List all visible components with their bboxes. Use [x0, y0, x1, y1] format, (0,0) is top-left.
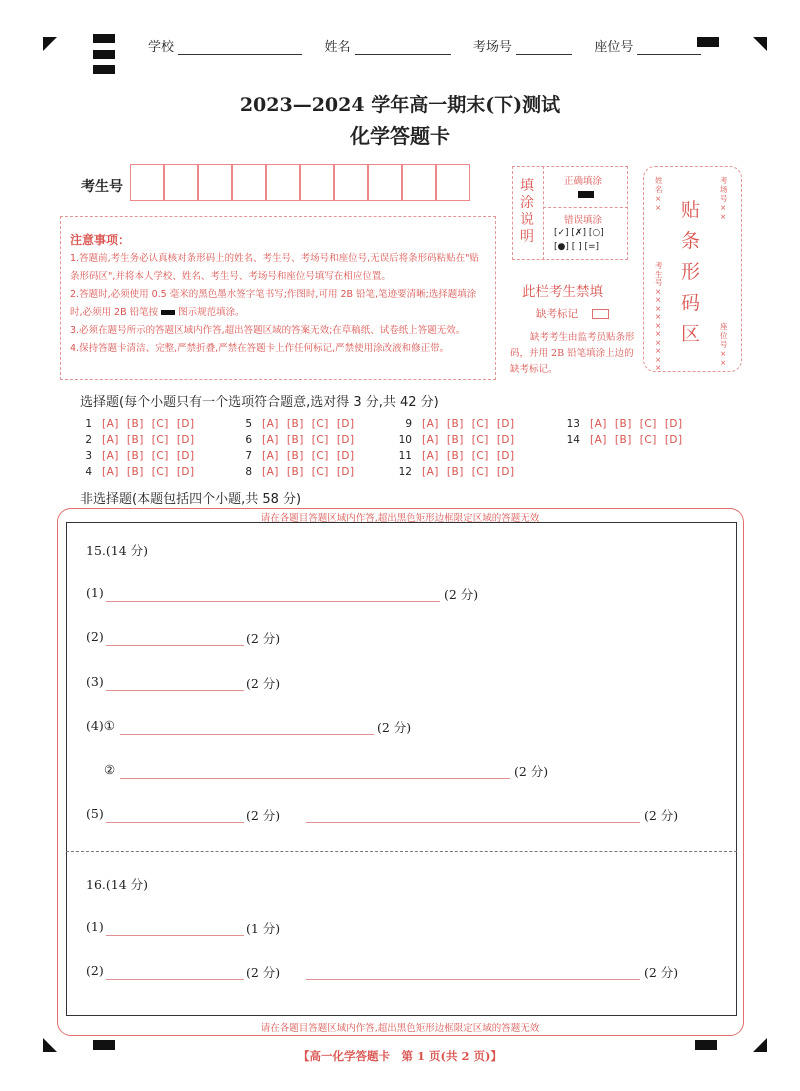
exam-id-label: 考生号 — [81, 179, 123, 195]
q15-part5-label: (5) — [86, 806, 104, 821]
wrong-fill-label: 错误填涂 — [564, 215, 603, 226]
q16-part2-score-a: (2 分) — [246, 965, 281, 980]
choice-row[interactable]: 8 [A] [B] [C] [D] — [245, 466, 355, 478]
choice-row[interactable]: 6 [A] [B] [C] [D] — [245, 434, 355, 446]
barcode-label: 贴条形码区 — [681, 199, 701, 345]
q15-part5-score-a: (2 分) — [246, 808, 281, 823]
q15-part4b-answer[interactable] — [120, 777, 510, 779]
corner-mark-top-left — [43, 37, 57, 51]
choice-row[interactable]: 2 [A] [B] [C] [D] — [85, 434, 195, 446]
choice-row[interactable]: 1 [A] [B] [C] [D] — [85, 418, 195, 430]
choice-row[interactable]: 7 [A] [B] [C] [D] — [245, 450, 355, 462]
q15-part2-answer[interactable] — [106, 644, 244, 646]
q16-part1-answer[interactable] — [106, 934, 244, 936]
school-label: 学校 — [148, 40, 175, 55]
wrong-fill-row1: [✓] [✗] [○] — [554, 228, 604, 238]
choice-row[interactable]: 13 [A] [B] [C] [D] — [566, 418, 683, 430]
q15-part3-score: (2 分) — [246, 676, 281, 691]
choice-heading: 选择题(每个小题只有一个选项符合题意,选对得 3 分,共 42 分) — [80, 395, 439, 410]
barcode-side-name: 姓名×× — [655, 176, 663, 212]
boundary-note-top: 请在各题目答题区域内作答,超出黑色矩形边框限定区域的答题无效 — [260, 513, 540, 524]
choice-row[interactable]: 12 [A] [B] [C] [D] — [398, 466, 515, 478]
q15-part2-label: (2) — [86, 629, 104, 644]
q15-part5-answer-a[interactable] — [106, 821, 244, 823]
name-label: 姓名 — [324, 40, 351, 55]
q15-part5-answer-b[interactable] — [306, 821, 640, 823]
note-item: 4.保持答题卡清洁、完整,严禁折叠,严禁在答题卡上作任何标记,严禁使用涂改液和修正带。 — [70, 343, 450, 354]
choice-column — [566, 416, 691, 448]
q15-part3-label: (3) — [86, 674, 104, 689]
absent-title: 此栏考生禁填 — [522, 284, 603, 300]
q15-title: 15.(14 分) — [86, 543, 149, 558]
absent-mark-box[interactable] — [592, 309, 609, 319]
name-field[interactable] — [355, 40, 451, 55]
timing-mark — [93, 50, 115, 59]
choice-row[interactable]: 5 [A] [B] [C] [D] — [245, 418, 355, 430]
choice-column — [78, 416, 203, 480]
q15-part4a-label: (4)① — [86, 718, 115, 733]
q16-part2-answer-b[interactable] — [306, 978, 640, 980]
timing-mark — [93, 34, 115, 43]
barcode-side-seat: 座位号×× — [720, 322, 728, 367]
note-item: 2.答题时,必须使用 0.5 毫米的黑色墨水签字笔书写;作图时,可用 2B 铅笔,笔迹要清晰;选择题填涂时,必须用 2B 铅笔按 图示规范填涂。 — [70, 289, 477, 318]
choice-column — [398, 416, 523, 480]
choice-column — [238, 416, 363, 480]
timing-mark — [93, 65, 115, 74]
choice-row[interactable]: 4 [A] [B] [C] [D] — [85, 466, 195, 478]
q16-part2-score-b: (2 分) — [644, 965, 679, 980]
card-title: 化学答题卡 — [350, 124, 450, 148]
choice-row[interactable]: 9 [A] [B] [C] [D] — [405, 418, 515, 430]
choice-row[interactable]: 10 [A] [B] [C] [D] — [398, 434, 515, 446]
q15-part5-score-b: (2 分) — [644, 808, 679, 823]
nonchoice-heading: 非选择题(本题包括四个小题,共 58 分) — [80, 492, 302, 507]
q15-part4b-label: ② — [104, 762, 116, 777]
exam-room-field[interactable] — [516, 40, 572, 55]
q16-title: 16.(14 分) — [86, 877, 149, 892]
answer-frame — [66, 522, 737, 1016]
notes-box — [60, 216, 496, 380]
choice-row[interactable]: 11 [A] [B] [C] [D] — [398, 450, 515, 462]
q15-part1-label: (1) — [86, 585, 104, 600]
notes-title: 注意事项： — [70, 233, 131, 247]
note-item: 1.答题前,考生务必认真核对条形码上的姓名、考生号、考场号和座位号,无误后将条形码粘贴在"贴条形码区",并将本人学校、姓名、考生号、考场号和座位号填写在相应位置。 — [70, 253, 479, 282]
wrong-fill-row2: [●] [ ] [=] — [554, 242, 600, 252]
correct-fill-label: 正确填涂 — [564, 176, 603, 187]
seat-label: 座位号 — [594, 40, 634, 55]
page-footer: 【高一化学答题卡 第 1 页(共 2 页)】 — [298, 1049, 502, 1063]
header-info — [148, 36, 701, 55]
q16-part2-label: (2) — [86, 963, 104, 978]
q15-part3-answer[interactable] — [106, 689, 244, 691]
q15-part4a-score: (2 分) — [377, 720, 412, 735]
q16-part1-label: (1) — [86, 919, 104, 934]
exam-title: 2023—2024 学年高一期末(下)测试 — [239, 94, 561, 116]
school-field[interactable] — [178, 40, 302, 55]
choice-row[interactable]: 14 [A] [B] [C] [D] — [566, 434, 683, 446]
choice-row[interactable]: 3 [A] [B] [C] [D] — [85, 450, 195, 462]
q15-part1-score: (2 分) — [444, 587, 479, 602]
exam-room-label: 考场号 — [472, 40, 512, 55]
q15-part4a-answer[interactable] — [120, 733, 374, 735]
corner-mark-top-right — [753, 37, 767, 51]
question-divider — [66, 851, 737, 852]
q16-part2-answer-a[interactable] — [106, 978, 244, 980]
q15-part2-score: (2 分) — [246, 631, 281, 646]
q15-part4b-score: (2 分) — [514, 764, 549, 779]
seat-field[interactable] — [637, 40, 701, 55]
fill-guide-label: 填涂说明 — [520, 178, 534, 245]
absent-note: 缺考考生由监考员贴条形码，并用 2B 铅笔填涂上边的缺考标记。 — [510, 332, 635, 375]
exam-id-grid[interactable] — [130, 164, 470, 201]
note-item: 3.必须在题号所示的答题区域内作答,超出答题区域的答案无效;在草稿纸、试卷纸上答题无效。 — [70, 325, 466, 336]
q16-part1-score: (1 分) — [246, 921, 281, 936]
absent-mark-label: 缺考标记 — [536, 308, 578, 320]
q15-part1-answer[interactable] — [106, 600, 440, 602]
barcode-side-exam-id: 考生号×××××××××× — [655, 261, 663, 372]
correct-fill-sample — [578, 191, 594, 198]
boundary-note-bottom: 请在各题目答题区域内作答,超出黑色矩形边框限定区域的答题无效 — [260, 1023, 540, 1034]
barcode-side-room: 考场号×× — [720, 176, 728, 221]
